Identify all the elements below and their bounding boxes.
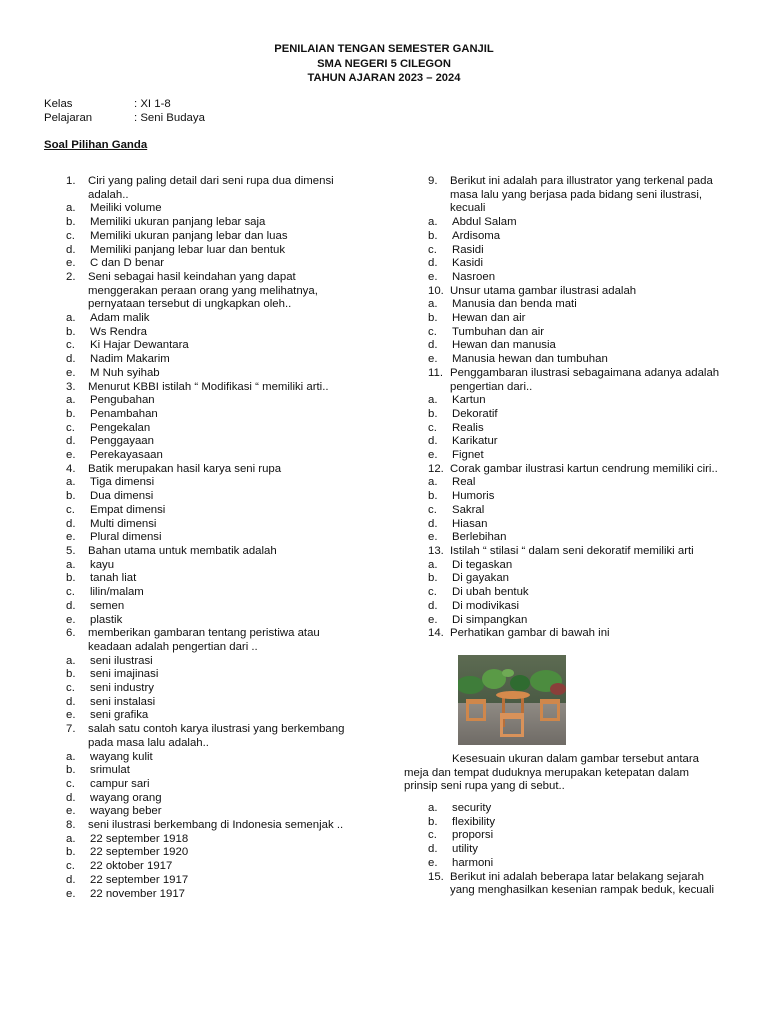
option-letter: b.	[66, 490, 76, 503]
answer-option	[428, 504, 728, 518]
question-number: 2.	[66, 270, 76, 283]
question-text: Berikut ini adalah para illustrator yang terkenal pada masa lalu yang berjasa pada bidang seni ilustrasi, kecuali	[450, 175, 713, 215]
answer-option	[66, 888, 366, 902]
question-5	[66, 545, 366, 559]
option-letter: a.	[428, 476, 438, 489]
table-chairs-photo	[458, 655, 566, 745]
question-text: Batik merupakan hasil karya seni rupa	[88, 462, 282, 475]
option-text: 22 september 1918	[90, 832, 189, 845]
option-text: 22 september 1917	[90, 873, 189, 886]
option-letter: b.	[428, 312, 438, 325]
question-text: seni ilustrasi berkembang di Indonesia semenjak ..	[88, 819, 344, 832]
option-text: Pengubahan	[90, 394, 155, 407]
option-letter: d.	[66, 435, 76, 448]
academic-year: TAHUN AJARAN 2023 – 2024	[307, 72, 461, 84]
option-letter: a.	[428, 558, 438, 571]
option-text: Adam malik	[90, 312, 150, 325]
answer-option	[66, 504, 366, 518]
answer-option	[66, 559, 366, 573]
option-letter: e.	[66, 709, 76, 722]
answer-option	[66, 792, 366, 806]
answer-option	[66, 614, 366, 628]
option-text: Memiliki ukuran panjang lebar saja	[90, 216, 266, 229]
question-text: Menurut KBBI istilah “ Modifikasi “ memiliki arti..	[88, 380, 329, 393]
answer-option	[66, 408, 366, 422]
question-text: memberikan gambaran tentang peristiwa atau keadaan adalah pengertian dari ..	[88, 627, 320, 653]
question-number: 10.	[428, 284, 444, 297]
answer-option	[66, 326, 366, 340]
answer-option	[428, 843, 728, 857]
answer-option	[428, 271, 728, 285]
option-letter: a.	[428, 394, 438, 407]
option-letter: e.	[428, 353, 438, 366]
option-text: Realis	[452, 421, 484, 434]
option-text: Manusia hewan dan tumbuhan	[452, 353, 608, 366]
answer-option	[428, 244, 728, 258]
answer-option	[66, 244, 366, 258]
option-text: Tiga dimensi	[90, 476, 155, 489]
option-letter: a.	[66, 654, 76, 667]
answer-option	[66, 435, 366, 449]
option-text: Hewan dan manusia	[452, 339, 556, 352]
option-text: Kasidi	[452, 257, 484, 270]
question-text: Ciri yang paling detail dari seni rupa dua dimensi adalah..	[88, 175, 334, 201]
option-text: seni grafika	[90, 709, 149, 722]
option-letter: a.	[66, 558, 76, 571]
option-text: Multi dimensi	[90, 517, 157, 530]
answer-option	[66, 449, 366, 463]
option-letter: d.	[66, 353, 76, 366]
option-letter: b.	[66, 325, 76, 338]
option-letter: d.	[66, 695, 76, 708]
question-14-caption	[404, 753, 704, 794]
option-text: Di gayakan	[452, 572, 509, 585]
option-text: 22 september 1920	[90, 846, 189, 859]
option-letter: c.	[66, 586, 75, 599]
answer-option	[66, 230, 366, 244]
answer-option	[428, 326, 728, 340]
option-text: M Nuh syihab	[90, 366, 160, 379]
option-letter: b.	[66, 407, 76, 420]
option-text: Meiliki volume	[90, 202, 162, 215]
option-text: srimulat	[90, 764, 130, 777]
option-letter: d.	[66, 873, 76, 886]
answer-option	[428, 476, 728, 490]
question-12	[428, 463, 728, 477]
option-letter: a.	[66, 202, 76, 215]
answer-option	[428, 408, 728, 422]
option-letter: a.	[428, 298, 438, 311]
option-letter: a.	[66, 750, 76, 763]
option-letter: b.	[428, 815, 438, 828]
questions-left-column	[66, 175, 366, 901]
answer-option	[66, 339, 366, 353]
option-letter: c.	[66, 339, 75, 352]
answer-option	[66, 805, 366, 819]
question-6	[66, 627, 366, 654]
answer-option	[428, 353, 728, 367]
answer-option	[66, 833, 366, 847]
document-header	[0, 42, 768, 86]
option-text: tanah liat	[90, 572, 137, 585]
option-text: Dua dimensi	[90, 490, 154, 503]
option-text: wayang beber	[90, 805, 162, 818]
option-text: Penambahan	[90, 407, 158, 420]
option-text: 22 oktober 1917	[90, 860, 173, 873]
option-text: 22 november 1917	[90, 887, 185, 900]
option-text: Tumbuhan dan air	[452, 325, 545, 338]
option-text: Memiliki ukuran panjang lebar dan luas	[90, 229, 288, 242]
option-letter: e.	[66, 805, 76, 818]
option-letter: d.	[428, 843, 438, 856]
answer-option	[66, 367, 366, 381]
answer-option	[66, 353, 366, 367]
option-letter: d.	[428, 517, 438, 530]
option-letter: e.	[66, 531, 76, 544]
option-letter: b.	[428, 407, 438, 420]
option-text: Di tegaskan	[452, 558, 513, 571]
option-text: Pengekalan	[90, 421, 151, 434]
option-text: seni ilustrasi	[90, 654, 153, 667]
option-text: seni instalasi	[90, 695, 156, 708]
stool-front	[500, 713, 524, 737]
question-number: 14.	[428, 627, 444, 640]
question-text: Unsur utama gambar ilustrasi adalah	[450, 284, 637, 297]
answer-option	[66, 846, 366, 860]
question-number: 8.	[66, 819, 76, 832]
answer-option	[428, 829, 728, 843]
option-text: Abdul Salam	[452, 216, 517, 229]
option-text: Dekoratif	[452, 407, 498, 420]
question-7	[66, 723, 366, 750]
question-number: 6.	[66, 627, 76, 640]
option-text: security	[452, 802, 492, 815]
option-text: Rasidi	[452, 243, 484, 256]
option-text: Nasroen	[452, 270, 496, 283]
option-text: Hiasan	[452, 517, 488, 530]
question-2	[66, 271, 366, 312]
question-15	[428, 871, 728, 898]
option-text: seni imajinasi	[90, 668, 159, 681]
question-text: Corak gambar ilustrasi kartun cendrung memiliki ciri..	[450, 462, 718, 475]
option-letter: b.	[66, 572, 76, 585]
option-text: utility	[452, 843, 478, 856]
option-text: Ki Hajar Dewantara	[90, 339, 189, 352]
answer-option	[428, 394, 728, 408]
answer-option	[428, 257, 728, 271]
kelas-value: : XI 1-8	[134, 98, 171, 110]
answer-option	[66, 709, 366, 723]
question-text: Berikut ini adalah beberapa latar belakang sejarah yang menghasilkan kesenian rampak beduk, kecuali	[450, 870, 715, 897]
question-text: Seni sebagai hasil keindahan yang dapat menggerakan peraan orang yang melihatnya, pernyataan tersebut di ungkapkan oleh..	[88, 270, 318, 311]
answer-option	[66, 202, 366, 216]
option-letter: d.	[66, 791, 76, 804]
answer-option	[428, 490, 728, 504]
question-number: 11.	[428, 366, 443, 379]
option-text: Perekayasaan	[90, 449, 163, 462]
answer-option	[428, 816, 728, 830]
stool-left	[466, 699, 486, 721]
answer-option	[66, 764, 366, 778]
option-letter: a.	[66, 832, 76, 845]
option-text: campur sari	[90, 777, 150, 790]
question-text: Bahan utama untuk membatik adalah	[88, 544, 277, 557]
questions-right-column	[404, 175, 728, 898]
question-text: salah satu contoh karya ilustrasi yang berkembang pada masa lalu adalah..	[88, 723, 345, 749]
question-14	[428, 627, 728, 641]
answer-option	[66, 668, 366, 682]
option-letter: b.	[66, 846, 76, 859]
option-letter: d.	[66, 517, 76, 530]
option-letter: e.	[428, 449, 438, 462]
option-text: harmoni	[452, 856, 494, 869]
answer-option	[428, 312, 728, 326]
option-letter: d.	[66, 599, 76, 612]
question-number: 9.	[428, 175, 438, 187]
question-number: 1.	[66, 175, 76, 187]
answer-option	[428, 559, 728, 573]
answer-option	[66, 394, 366, 408]
answer-option	[428, 802, 728, 816]
option-text: Penggayaan	[90, 435, 154, 448]
answer-option	[66, 572, 366, 586]
answer-option	[66, 476, 366, 490]
option-letter: c.	[428, 421, 437, 434]
option-text: Memiliki panjang lebar luar dan bentuk	[90, 243, 286, 256]
question-text: Istilah “ stilasi “ dalam seni dekoratif memiliki arti	[450, 544, 694, 557]
answer-option	[428, 449, 728, 463]
option-letter: e.	[428, 531, 438, 544]
option-letter: c.	[428, 586, 437, 599]
answer-option	[428, 572, 728, 586]
option-letter: b.	[66, 216, 76, 229]
answer-option	[66, 490, 366, 504]
answer-option	[428, 600, 728, 614]
answer-option	[66, 257, 366, 271]
option-letter: e.	[66, 887, 76, 900]
answer-option	[428, 216, 728, 230]
question-text: Perhatikan gambar di bawah ini	[450, 627, 610, 640]
option-letter: c.	[428, 829, 437, 842]
school-name: SMA NEGERI 5 CILEGON	[317, 57, 451, 70]
answer-option	[66, 751, 366, 765]
question-text: Penggambaran ilustrasi sebagaimana adanya adalah pengertian dari..	[450, 366, 720, 393]
question-number: 12.	[428, 462, 444, 475]
answer-option	[428, 857, 728, 871]
exam-title: PENILAIAN TENGAN SEMESTER GANJIL	[274, 43, 494, 55]
section-title: Soal Pilihan Ganda	[44, 139, 148, 151]
option-letter: e.	[428, 613, 438, 626]
answer-option	[66, 778, 366, 792]
answer-option	[66, 600, 366, 614]
answer-option	[66, 586, 366, 600]
option-text: Ws Rendra	[90, 325, 147, 338]
option-text: seni industry	[90, 682, 154, 695]
option-text: Real	[452, 476, 476, 489]
option-letter: c.	[66, 777, 75, 790]
option-text: Karikatur	[452, 435, 498, 448]
question-9	[428, 175, 728, 216]
option-letter: b.	[428, 572, 438, 585]
option-text: Manusia dan benda mati	[452, 298, 577, 311]
question-8	[66, 819, 366, 833]
option-text: wayang orang	[90, 791, 162, 804]
option-letter: b.	[66, 764, 76, 777]
option-letter: e.	[66, 257, 76, 270]
answer-option	[428, 230, 728, 244]
answer-option	[66, 216, 366, 230]
option-letter: a.	[66, 476, 76, 489]
question-14-options	[428, 802, 728, 871]
question-4	[66, 463, 366, 477]
option-letter: a.	[66, 394, 76, 407]
question-number: 4.	[66, 462, 76, 475]
question-3	[66, 381, 366, 395]
option-letter: d.	[428, 339, 438, 352]
answer-option	[66, 312, 366, 326]
question-number: 7.	[66, 723, 76, 736]
option-letter: a.	[66, 312, 76, 325]
round-table	[496, 691, 530, 699]
answer-option	[66, 518, 366, 532]
option-text: semen	[90, 599, 125, 612]
option-letter: e.	[428, 856, 438, 869]
option-text: kayu	[90, 558, 115, 571]
question-13	[428, 545, 728, 559]
option-letter: b.	[428, 490, 438, 503]
option-letter: d.	[428, 599, 438, 612]
answer-option	[428, 435, 728, 449]
option-letter: b.	[66, 668, 76, 681]
option-text: Kartun	[452, 394, 486, 407]
option-text: Sakral	[452, 503, 485, 516]
option-text: Nadim Makarim	[90, 353, 170, 366]
question-number: 5.	[66, 544, 76, 557]
answer-option	[66, 655, 366, 669]
answer-option	[428, 614, 728, 628]
option-text: Di modivikasi	[452, 599, 520, 612]
option-text: Berlebihan	[452, 531, 507, 544]
answer-option	[428, 518, 728, 532]
option-letter: e.	[66, 613, 76, 626]
option-letter: c.	[66, 860, 75, 873]
option-letter: b.	[428, 229, 438, 242]
option-letter: c.	[66, 421, 75, 434]
option-text: Plural dimensi	[90, 531, 162, 544]
question-1	[66, 175, 366, 202]
option-text: plastik	[90, 613, 123, 626]
option-text: Empat dimensi	[90, 503, 166, 516]
answer-option	[428, 298, 728, 312]
option-letter: c.	[428, 243, 437, 256]
question-number: 15.	[428, 870, 444, 883]
stool-right	[540, 699, 560, 721]
question-10	[428, 285, 728, 299]
answer-option	[428, 586, 728, 600]
option-letter: e.	[428, 270, 438, 283]
option-text: lilin/malam	[90, 586, 144, 599]
answer-option	[428, 422, 728, 436]
caption-text: Kesesuain ukuran dalam gambar tersebut antara meja dan tempat duduknya merupakan ketepatan dalam prinsip seni rupa yang di sebut..	[404, 752, 699, 793]
kelas-label: Kelas	[44, 98, 73, 110]
answer-option	[66, 874, 366, 888]
answer-option	[66, 696, 366, 710]
option-text: Fignet	[452, 449, 484, 462]
option-text: wayang kulit	[90, 750, 153, 763]
questions-right-list	[428, 175, 728, 627]
question-number: 13.	[428, 544, 444, 557]
option-text: C dan D benar	[90, 257, 165, 270]
option-letter: e.	[66, 449, 76, 462]
option-letter: a.	[428, 216, 438, 229]
option-text: Di simpangkan	[452, 613, 528, 626]
option-letter: c.	[428, 503, 437, 516]
question-11	[428, 367, 728, 394]
option-letter: d.	[66, 243, 76, 256]
question-number: 3.	[66, 380, 76, 393]
option-letter: e.	[66, 366, 76, 379]
answer-option	[428, 339, 728, 353]
option-text: Di ubah bentuk	[452, 586, 529, 599]
option-text: Hewan dan air	[452, 312, 526, 325]
option-letter: c.	[66, 229, 75, 242]
option-text: flexibility	[452, 815, 496, 828]
option-letter: c.	[66, 682, 75, 695]
pelajaran-label: Pelajaran	[44, 112, 93, 124]
pelajaran-value: : Seni Budaya	[134, 112, 205, 124]
answer-option	[66, 422, 366, 436]
answer-option	[66, 682, 366, 696]
answer-option	[66, 531, 366, 545]
option-text: Humoris	[452, 490, 495, 503]
answer-option	[428, 531, 728, 545]
option-letter: a.	[428, 802, 438, 815]
option-text: Ardisoma	[452, 229, 501, 242]
answer-option	[66, 860, 366, 874]
option-letter: d.	[428, 257, 438, 270]
option-text: proporsi	[452, 829, 494, 842]
option-letter: d.	[428, 435, 438, 448]
option-letter: c.	[428, 325, 437, 338]
option-letter: c.	[66, 503, 75, 516]
